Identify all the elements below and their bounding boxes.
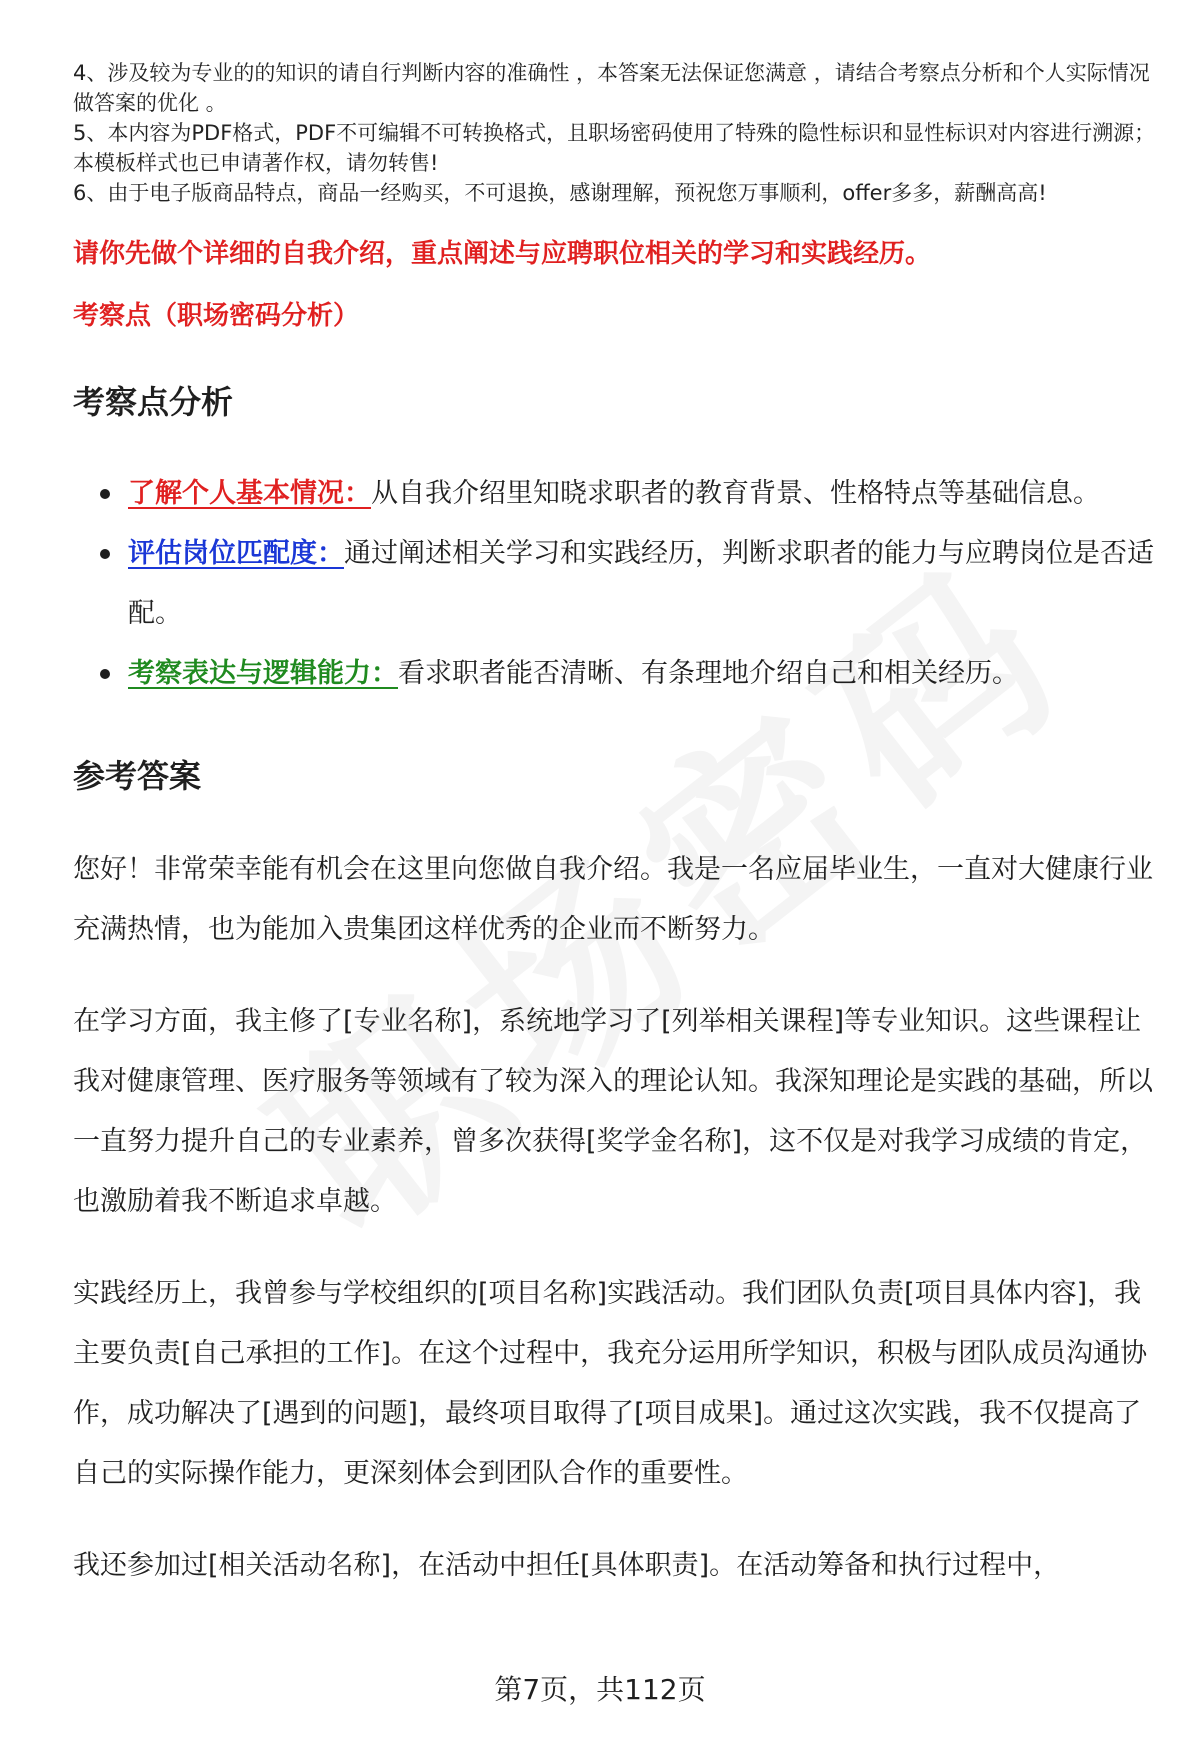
- answer-paragraph: 您好！非常荣幸能有机会在这里向您做自我介绍。我是一名应届毕业生，一直对大健康行业充满热情，也为能加入贵集团这样优秀的企业而不断努力。: [73, 854, 1153, 945]
- document-page: [73, 58, 1163, 1596]
- bullet-icon: [100, 549, 110, 559]
- analysis-item-label: 评估岗位匹配度：: [128, 538, 344, 569]
- analysis-item-text: 从自我介绍里知晓求职者的教育背景、性格特点等基础信息。: [371, 478, 1100, 509]
- answer-paragraph: 我还参加过[相关活动名称]，在活动中担任[具体职责]。在活动筹备和执行过程中，: [73, 1550, 1061, 1581]
- bullet-icon: [100, 489, 110, 499]
- exam-point-label: 考察点（职场密码分析）: [73, 301, 360, 331]
- analysis-item-text: 看求职者能否清晰、有条理地介绍自己和相关经历。: [398, 658, 1019, 689]
- analysis-heading: 考察点分析: [73, 383, 234, 421]
- analysis-item-label: 考察表达与逻辑能力：: [128, 658, 398, 689]
- analysis-item: [73, 524, 1163, 644]
- page-footer: 第7页，共112页: [494, 1673, 706, 1706]
- analysis-item: [73, 644, 1163, 704]
- notes-block: [73, 58, 1163, 208]
- note-5: 5、本内容为PDF格式，PDF不可编辑不可转换格式，且职场密码使用了特殊的隐性标识和显性标识对内容进行溯源；本模板样式也已申请著作权，请勿转售!: [73, 121, 1156, 175]
- bullet-icon: [100, 669, 110, 679]
- analysis-list: [73, 464, 1163, 704]
- answer-paragraph: 实践经历上，我曾参与学校组织的[项目名称]实践活动。我们团队负责[项目具体内容]，我主要负责[自己承担的工作]。在这个过程中，我充分运用所学知识，积极与团队成员沟通协作，成功解决了[遇到的问题]，最终项目取得了[项目成果]。通过这次实践，我不仅提高了自己的实际操作能力，更深刻体会到团队合作的重要性。: [73, 1278, 1148, 1489]
- analysis-item-text: 通过阐述相关学习和实践经历，判断求职者的能力与应聘岗位是否适配。: [128, 538, 1154, 629]
- note-4: 4、涉及较为专业的的知识的请自行判断内容的准确性 ，本答案无法保证您满意 ，请结合考察点分析和个人实际情况做答案的优化 。: [73, 61, 1150, 115]
- answer-body: [73, 840, 1163, 1596]
- analysis-item: [73, 464, 1163, 524]
- answer-paragraph: 在学习方面，我主修了[专业名称]，系统地学习了[列举相关课程]等专业知识。这些课程让我对健康管理、医疗服务等领域有了较为深入的理论认知。我深知理论是实践的基础，所以一直努力提升自己的专业素养，曾多次获得[奖学金名称]，这不仅是对我学习成绩的肯定，也激励着我不断追求卓越。: [73, 1006, 1153, 1217]
- analysis-item-label: 了解个人基本情况：: [128, 478, 371, 509]
- note-6: 6、由于电子版商品特点，商品一经购买，不可退换，感谢理解，预祝您万事顺利，offer多多，薪酬高高!: [73, 181, 1047, 205]
- interview-question: 请你先做个详细的自我介绍，重点阐述与应聘职位相关的学习和实践经历。: [73, 239, 932, 269]
- answer-heading: 参考答案: [73, 757, 202, 795]
